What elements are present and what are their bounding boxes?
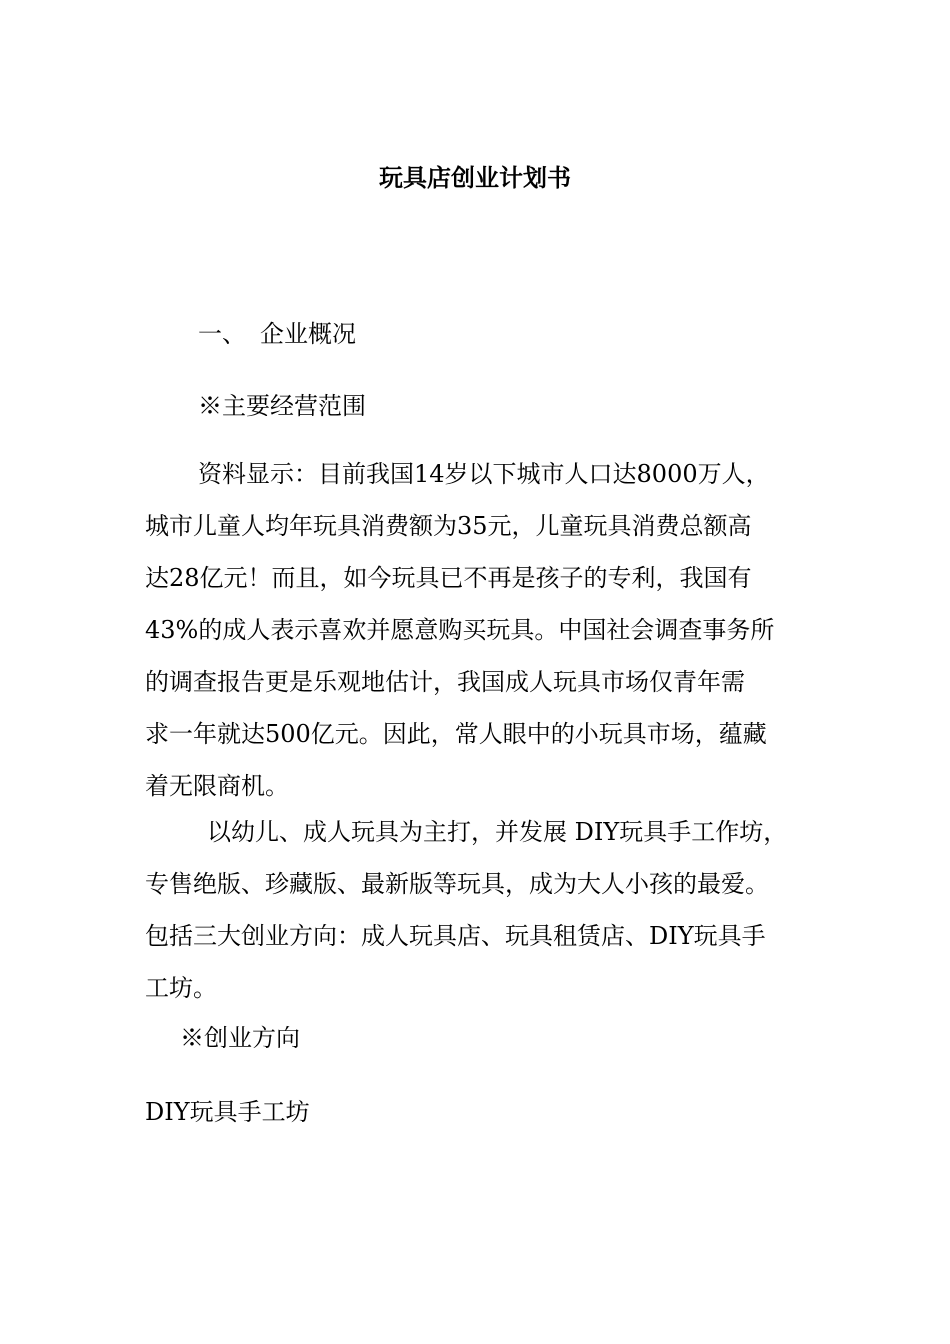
paragraph-line: 工坊。 bbox=[145, 974, 217, 1002]
paragraph-line: 资料显示：目前我国14岁以下城市人口达8000万人， bbox=[198, 460, 770, 488]
paragraph-line: 43%的成人表示喜欢并愿意购买玩具。中国社会调查事务所 bbox=[145, 616, 775, 644]
section-title: 企业概况 bbox=[260, 320, 356, 348]
paragraph-line: 着无限商机。 bbox=[145, 772, 289, 800]
direction-item: DIY玩具手工坊 bbox=[145, 1098, 310, 1126]
document-title: 玩具店创业计划书 bbox=[379, 163, 571, 192]
paragraph-line: 以幼儿、成人玩具为主打，并发展 DIY玩具手工作坊， bbox=[207, 818, 788, 846]
subheading-business-scope: ※主要经营范围 bbox=[198, 392, 366, 420]
subheading-directions: ※创业方向 bbox=[180, 1024, 300, 1052]
paragraph-line: 包括三大创业方向：成人玩具店、玩具租赁店、DIY玩具手 bbox=[145, 922, 766, 950]
section-number: 一、 bbox=[198, 320, 246, 348]
paragraph-line: 求一年就达500亿元。因此，常人眼中的小玩具市场，蕴藏 bbox=[145, 720, 767, 748]
paragraph-line: 的调查报告更是乐观地估计，我国成人玩具市场仅青年需 bbox=[145, 668, 745, 696]
paragraph-business-plan bbox=[145, 806, 825, 1014]
section-heading bbox=[198, 316, 356, 352]
paragraph-line: 专售绝版、珍藏版、最新版等玩具，成为大人小孩的最爱。 bbox=[145, 870, 769, 898]
paragraph-market-data bbox=[145, 448, 825, 812]
paragraph-line: 城市儿童人均年玩具消费额为35元，儿童玩具消费总额高 bbox=[145, 512, 752, 540]
paragraph-line: 达28亿元！而且，如今玩具已不再是孩子的专利，我国有 bbox=[145, 564, 752, 592]
